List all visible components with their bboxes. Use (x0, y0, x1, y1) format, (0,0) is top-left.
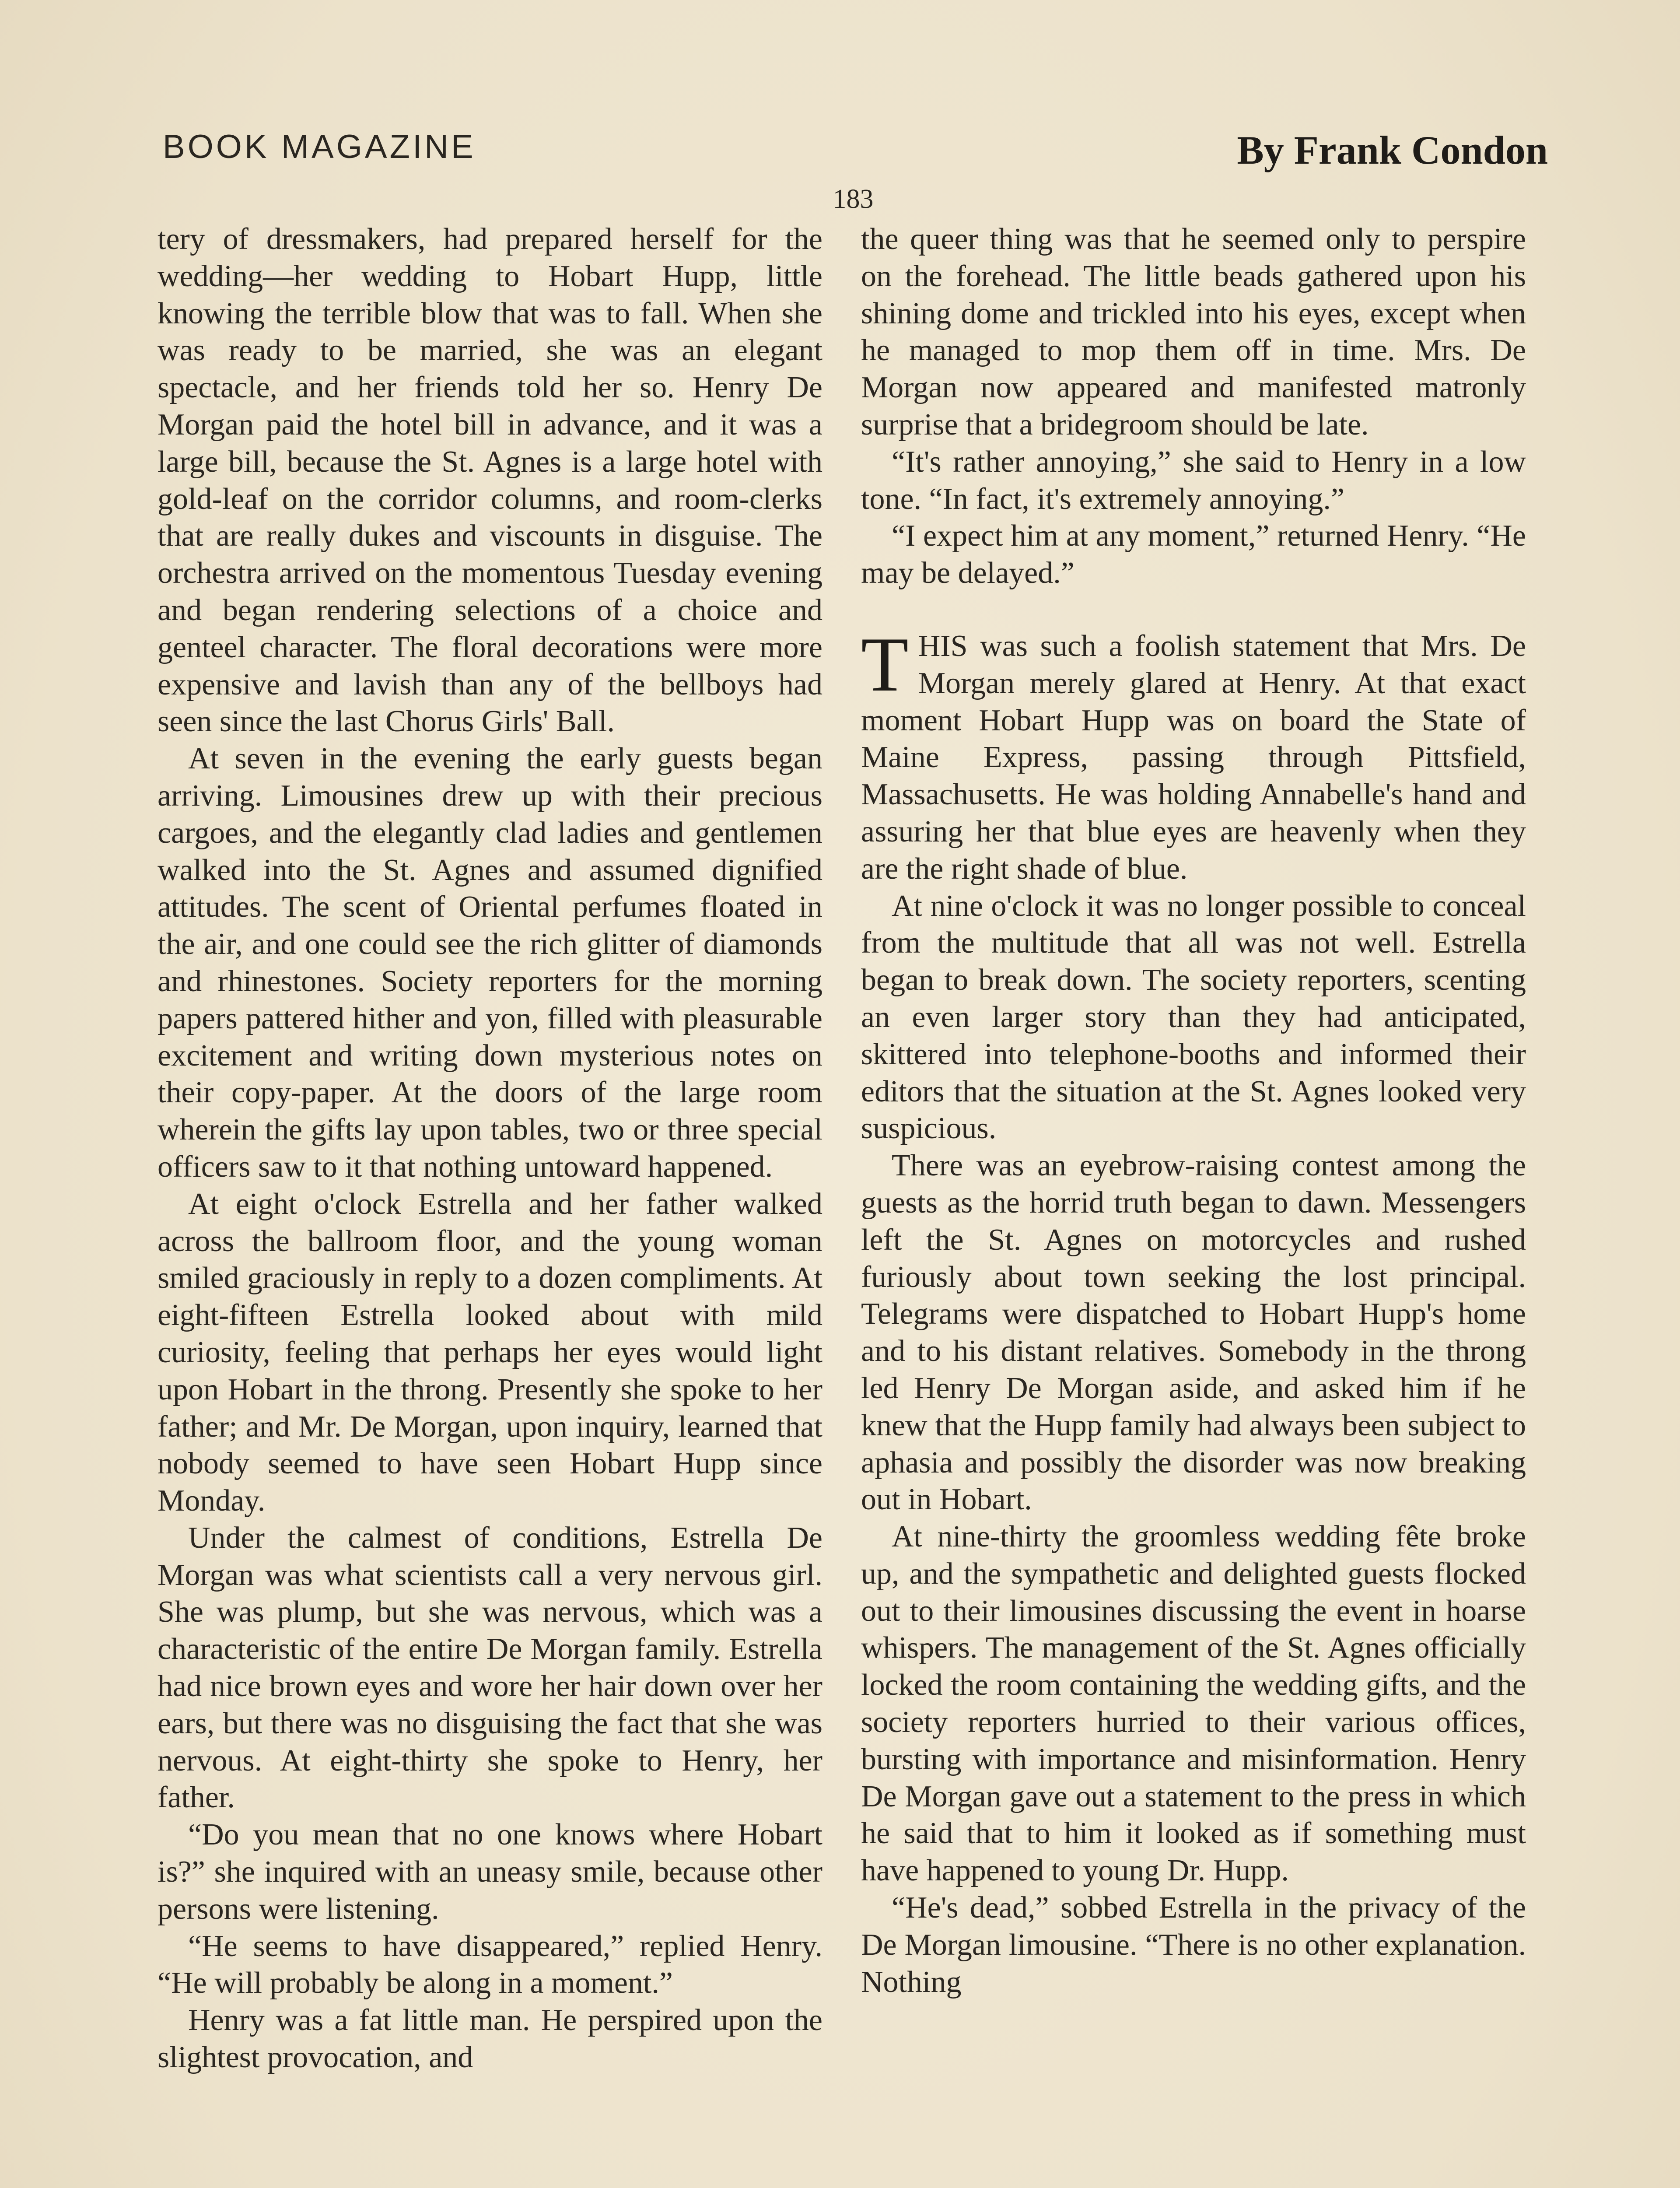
page-number: 183 (833, 184, 874, 214)
paragraph: tery of dressmakers, had prepared herself for the wedding—her wedding to Hobart Hupp, little knowing the terrible blow that was to fall. When she was ready to be married, she was an elegant spectacle, and her friends told her so. Henry De Morgan paid the hotel bill in advance, and it was a large bill, because the St. Agnes is a large hotel with gold-leaf on the corridor columns, and room-clerks that are really dukes and viscounts in disguise. The orchestra arrived on the momentous Tuesday evening and began rendering selections of a choice and genteel character. The floral decorations were more expensive and lavish than any of the bellboys had seen since the last Chorus Girls' Ball. (158, 222, 822, 739)
magazine-title: BOOK MAGAZINE (163, 128, 476, 165)
author-byline: By Frank Condon (1237, 128, 1548, 172)
drop-cap: T (861, 621, 909, 708)
paragraph: There was an eyebrow-raising contest among the guests as the horrid truth began to dawn. Messengers left the St. Agnes on motorcycles and rushed furiously about town seeking the lost principal. Telegrams were dispatched to Hobart Hupp's home and to his distant relatives. Somebody in the throng led Henry De Morgan aside, and asked him if he knew that the Hupp family had always been subject to aphasia and possibly the disorder was now breaking out in Hobart. (861, 1149, 1526, 1517)
paragraph: At eight o'clock Estrella and her father walked across the ballroom floor, and the young woman smiled graciously in reply to a dozen compliments. At eight-fifteen Estrella looked about with mild curiosity, feeling that perhaps her eyes would light upon Hobart in the throng. Presently she spoke to her father; and Mr. De Morgan, upon inquiry, learned that nobody seemed to have seen Hobart Hupp since Monday. (158, 1187, 822, 1518)
paragraph: “He's dead,” sobbed Estrella in the privacy of the De Morgan limousine. “There is no other explanation. Nothing (861, 1891, 1526, 1999)
paragraph: “I expect him at any moment,” returned Henry. “He may be delayed.” (861, 519, 1526, 590)
paragraph: “He seems to have disappeared,” replied Henry. “He will probably be along in a moment.” (158, 1929, 822, 2000)
paragraph: the queer thing was that he seemed only to perspire on the forehead. The little beads gathered upon his shining dome and trickled into his eyes, except when he managed to mop them off in time. Mrs. De Morgan now appeared and manifested matronly surprise that a bridegroom should be late. (861, 222, 1526, 442)
paragraph: At nine-thirty the groomless wedding fête broke up, and the sympathetic and delighted guests flocked out to their limousines discussing the event in hoarse whispers. The management of the St. Agnes officially locked the room containing the wedding gifts, and the society reporters hurried to their various offices, bursting with importance and misinformation. Henry De Morgan gave out a statement to the press in which he said that to him it looked as if something must have happened to young Dr. Hupp. (861, 1520, 1526, 1888)
paragraph: Henry was a fat little man. He perspired upon the slightest provocation, and (158, 2003, 822, 2075)
paragraph: At seven in the evening the early guests began arriving. Limousines drew up with their precious cargoes, and the elegantly clad ladies and gentlemen walked into the St. Agnes and assumed dignified attitudes. The scent of Oriental perfumes floated in the air, and one could see the rich glitter of diamonds and rhinestones. Society reporters for the morning papers pattered hither and yon, filled with pleasurable excitement and writing down mysterious notes on their copy-paper. At the doors of the large room wherein the gifts lay upon tables, two or three special officers saw to it that nothing untoward happened. (158, 742, 822, 1184)
section-opening-paragraph (861, 621, 1526, 888)
paragraph: Under the calmest of conditions, Estrella De Morgan was what scientists call a very nervous girl. She was plump, but she was nervous, which was a characteristic of the entire De Morgan family. Estrella had nice brown eyes and wore her hair down over her ears, but there was no disguising the fact that she was nervous. At eight-thirty she spoke to Henry, her father. (158, 1521, 822, 1815)
paragraph: At nine o'clock it was no longer possible to conceal from the multitude that all was not well. Estrella began to break down. The society reporters, scenting an even larger story than they had anticipated, skittered into telephone-booths and informed their editors that the situation at the St. Agnes looked very suspicious. (861, 889, 1526, 1146)
paragraph: “Do you mean that no one knows where Hobart is?” she inquired with an uneasy smile, because other persons were listening. (158, 1818, 822, 1926)
right-column (861, 221, 1526, 2188)
paragraph: “It's rather annoying,” she said to Henry in a low tone. “In fact, it's extremely annoying.” (861, 445, 1526, 516)
left-column (158, 221, 822, 2188)
section-break (861, 592, 1526, 628)
paragraph-text: HIS was such a foolish statement that Mrs. De Morgan merely glared at Henry. At that exact moment Hobart Hupp was on board the State of Maine Express, passing through Pittsfield, Massachusetts. He was holding Annabelle's hand and assuring her that blue eyes are heavenly when they are the right shade of blue. (861, 629, 1526, 886)
